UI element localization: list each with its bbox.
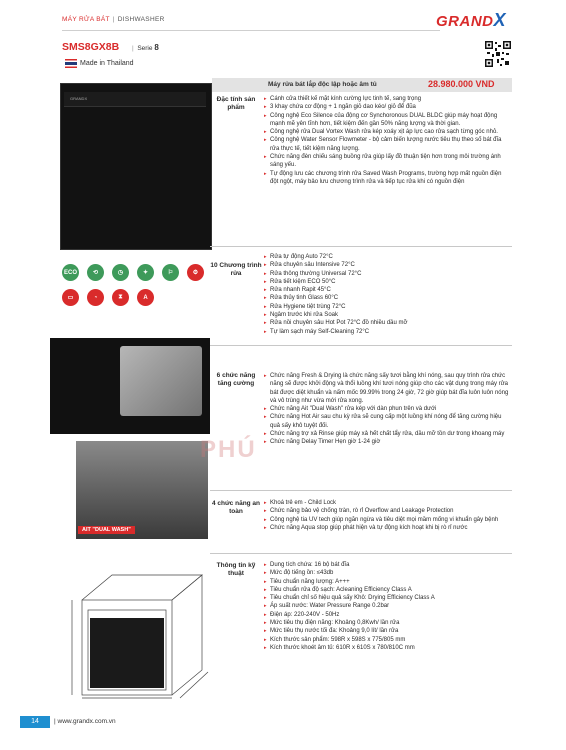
list-item: ▸ Khoá trẻ em - Child Lock (264, 499, 510, 507)
brand-logo (436, 10, 506, 31)
list-item: ▸ Công nghệ tia UV tech giúp ngăn ngừa và tiêu diệt mọi mầm mống vi khuẩn gây bệnh (264, 516, 510, 524)
list-item: ▸ Rửa chuyên sâu Intensive 72°C (264, 261, 510, 269)
section-label-technical: Thông tin kỹ thuật (216, 562, 256, 577)
list-item: ▸ Rửa Hygiene tiệt trùng 72°C (264, 303, 510, 311)
cutlery-icon: ⚐ (162, 264, 179, 281)
breadcrumb-category: MÁY RỬA BÁT (62, 16, 110, 23)
brand-logo-x: X (493, 10, 507, 30)
section-divider (210, 345, 512, 346)
half-load-icon: ◔ (87, 289, 104, 306)
dimension-diagram (62, 560, 212, 700)
list-item: ▸ Mức tiêu thụ điện năng: Khoảng 0,8Kwh/ lần rửa (264, 619, 510, 627)
list-item: ▸ Tự động lưu các chương trình rửa Saved Wash Programs, trường hợp mất nguồn điện đột ngột, máy bảo lưu chương trình rửa và tiếp tục rửa khi có nguồn điện (264, 170, 510, 187)
delay-start-icon: ⧗ (112, 289, 129, 306)
list-item: ▸ Chức năng Ait "Dual Wash" rửa kép với dàn phun trên và dưới (264, 405, 510, 413)
section-features (264, 95, 510, 186)
section-technical (264, 561, 510, 652)
dishwasher-front-image (60, 83, 212, 250)
list-item: ▸ Tiêu chuẩn rửa độ sạch: Acleaning Efficiency Class A (264, 586, 510, 594)
list-item: ▸ Chức năng trợ xả Rinse giúp máy xả hết chất tẩy rửa, dầu mỡ tồn dư trong khoang máy (264, 430, 510, 438)
list-item: ▸ Mức tiêu thụ nước tối đa: Khoảng 9,0 lít/ lần rửa (264, 627, 510, 635)
model-number: SMS8GX8B (62, 41, 120, 53)
eco-icon: ECO (62, 264, 79, 281)
serie-info: | Serie 8 (132, 43, 159, 52)
list-item: ▸ Chức năng Hot Air sau chu kỳ rửa sẽ cung cấp một luồng khí nóng để tăng cường hiệu quả sấy khô tuyệt đối. (264, 413, 510, 430)
list-item: ▸ Cánh cửa thiết kế mặt kính cường lực tinh tế, sang trọng (264, 95, 510, 103)
display-icon: ▭ (62, 289, 79, 306)
list-item: ▸ Tự làm sạch máy Self-Cleaning 72°C (264, 328, 510, 336)
section-divider (210, 246, 512, 247)
breadcrumb-separator: | (112, 16, 115, 23)
breadcrumb (62, 16, 165, 23)
made-in-label: Made in Thailand (80, 60, 134, 67)
dish-rack-image (120, 346, 202, 416)
list-item: ▸ Rửa thông thường Universal 72°C (264, 270, 510, 278)
section-label-features: Đặc tính sản phẩm (216, 96, 256, 111)
breadcrumb-subcategory: DISHWASHER (117, 16, 165, 23)
energy-class-icon: A (137, 289, 154, 306)
watermark: PHÚ (200, 436, 257, 463)
serie-label: Serie (137, 45, 153, 52)
serie-value: 8 (154, 43, 159, 52)
list-item: ▸ Dung tích chứa: 16 bộ bát đĩa (264, 561, 510, 569)
list-item: ▸ Tiêu chuẩn chỉ số hiệu quả sấy Khô: Drying Efficiency Class A (264, 594, 510, 602)
list-item: ▸ Rửa nhanh Rapit 45°C (264, 286, 510, 294)
list-item: ▸ Công nghệ Eco Silence của động cơ Synchoronous DUAL BLDC giúp máy hoạt động mạnh mẽ yên tĩnh hơn, tiết kiệm đến gần 50% năng lượng và thời gian. (264, 112, 510, 129)
auto-wash-icon: ⟲ (87, 264, 104, 281)
list-item: ▸ Chức năng Fresh & Drying là chức năng sấy tươi bằng khí nóng, sau quy trình rửa chức năng sẽ được khởi động và thổi luồng khí tươi nóng giúp cho các vật dụng trong máy rửa bát được diệt khuẩn và nấm mốc 99.99% trong 24 giờ, 72 giờ giúp bát đĩa luôn luôn nóng và vô trùng như vừa mới rửa xong. (264, 372, 510, 405)
list-item: ▸ Công nghệ Water Sensor Flowmeter - bộ cảm biến lượng nước tiêu thụ theo số bát đĩa rửa thực tế, tiết kiệm năng lượng. (264, 136, 510, 153)
list-item: ▸ Chức năng bảo vệ chống tràn, rò rỉ Overflow and Leakage Protection (264, 507, 510, 515)
list-item: ▸ Chức năng Aqua stop giúp phát hiện và tự động kích hoạt khi bị rò rỉ nước (264, 524, 510, 532)
footer-url[interactable]: | www.grandx.com.vn (54, 718, 116, 725)
product-description: Máy rửa bát lắp độc lập hoặc âm tủ (268, 81, 377, 88)
header-divider (62, 30, 440, 31)
thailand-flag-icon (65, 59, 77, 68)
list-item: ▸ Kích thước khoét âm tủ: 610R x 610S x 780/810C mm (264, 644, 510, 652)
list-item: ▸ 3 khay chứa cơ động + 1 ngăn giỏ dao kéo/ giỏ để đũa (264, 103, 510, 111)
dual-wash-photo (76, 441, 208, 539)
list-item: ▸ Chức năng Delay Timer Hẹn giờ 1-24 giờ (264, 438, 510, 446)
section-enhanced (264, 372, 510, 447)
brand-logo-main: GRAND (436, 13, 494, 30)
list-item: ▸ Ngâm trước khi rửa Soak (264, 311, 510, 319)
list-item: ▸ Rửa thủy tinh Glass 60°C (264, 294, 510, 302)
product-price: 28.980.000 VND (428, 79, 495, 89)
feature-icons (62, 264, 212, 306)
list-item: ▸ Áp suất nước: Water Pressure Range 0.2bar (264, 602, 510, 610)
settings-icon: ⚙ (187, 264, 204, 281)
section-programs (264, 253, 510, 336)
list-item: ▸ Tiêu chuẩn năng lượng: A+++ (264, 578, 510, 586)
page-number: 14 (20, 716, 50, 728)
section-divider (210, 490, 512, 491)
list-item: ▸ Công nghệ rửa Dual Vortex Wash rửa kép xoáy xịt áp lực cao rửa sạch từng góc nhỏ. (264, 128, 510, 136)
list-item: ▸ Kích thước sản phẩm: 598R x 598S x 775/805 mm (264, 636, 510, 644)
section-label-enhanced: 6 chức năng tăng cường (216, 372, 256, 387)
section-safety (264, 499, 510, 532)
section-label-programs: 10 Chương trình rửa (210, 262, 262, 277)
timer-icon: ◷ (112, 264, 129, 281)
section-label-safety: 4 chức năng an toàn (211, 500, 261, 515)
photo-caption: AIT "DUAL WASH" (78, 526, 135, 534)
list-item: ▸ Mức độ tiếng ồn: ≤43db (264, 569, 510, 577)
dishwasher-panel-logo: GRANDX (70, 96, 88, 101)
list-item: ▸ Rửa tự động Auto 72°C (264, 253, 510, 261)
list-item: ▸ Chức năng đèn chiếu sáng buồng rửa giúp lấy đồ thuận tiện hơn trong môi trường ánh sáng yếu. (264, 153, 510, 170)
section-divider (210, 553, 512, 554)
list-item: ▸ Rửa nồi chuyên sâu Hot Pot 72°C đồ nhiều dầu mỡ (264, 319, 510, 327)
list-item: ▸ Rửa tiết kiệm ECO 50°C (264, 278, 510, 286)
qr-code-icon[interactable] (484, 40, 512, 68)
list-item: ▸ Điện áp: 220-240V - 50Hz (264, 611, 510, 619)
hygiene-icon: ✦ (137, 264, 154, 281)
